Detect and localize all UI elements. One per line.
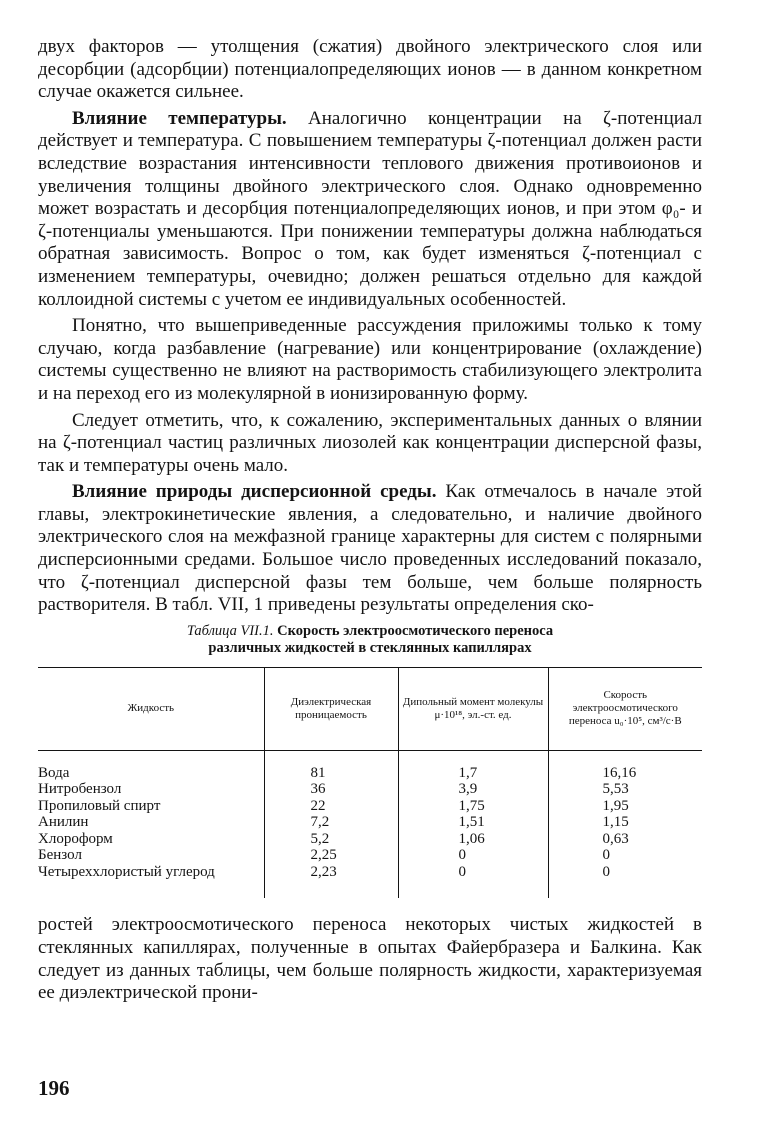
header-liquid: Жидкость [38, 667, 264, 750]
table-row: Пропиловый спирт 22 1,75 1,95 [38, 798, 702, 815]
table-row: Анилин 7,2 1,51 1,15 [38, 814, 702, 831]
table-row: Нитробензол 36 3,9 5,53 [38, 781, 702, 798]
paragraph-medium: Влияние природы дисперсионной среды. Как отмечалось в начале этой главы, электрокинетические явления, а следовательно, и наличие двойного электрического слоя на межфазной границе характерны для систем с полярными дисперсионными средами. Большое число проведенных исследований показало, что ζ-потенциал дисперсной фазы тем больше, чем больше полярность растворителя. В табл. VII, 1 приведены результаты определения ско- [38, 481, 702, 616]
table-header-row [38, 667, 702, 750]
page-number: 196 [38, 1076, 70, 1100]
header-dielectric: Диэлектрическая проницаемость [264, 667, 398, 750]
header-velocity: Скорость электроосмотического переноса u₀·10⁵, см³/с·В [548, 667, 702, 750]
data-table [38, 667, 702, 899]
header-dipole: Дипольный момент молекулы μ·10¹⁸, эл.-ст. ед. [398, 667, 548, 750]
paragraph-applicability: Понятно, что вышеприведенные рассуждения приложимы только к тому случаю, когда разбавление (нагревание) или концентрирование (охлаждение) системы существенно не влияют на растворимость стабилизующего электролита и на переход его из молекулярной в ионизированную форму. [38, 315, 702, 404]
table-caption-label: Таблица VII.1. [186, 622, 274, 639]
table-row: Хлороформ 5,2 1,06 0,63 [38, 831, 702, 848]
table-row: Бензол 2,25 0 0 [38, 847, 702, 864]
section-heading-medium: Влияние природы дисперсионной среды. [72, 481, 437, 503]
paragraph-intro: двух факторов — утолщения (сжатия) двойного электрического слоя или десорбции (адсорбции) потенциалопределяющих ионов — в данном конкретном случае окажется сильнее. [38, 36, 702, 103]
section-heading-temperature: Влияние температуры. [72, 107, 287, 129]
paragraph-after-table: ростей электроосмотического переноса некоторых чистых жидкостей в стеклянных капиллярах, полученные в опытах Файербразера и Балкина. Как следует из данных таблицы, чем больше полярность жидкости, характеризуемая ее диэлектрической прони- [38, 914, 702, 1004]
table-row: Вода 81 1,7 16,16 [38, 765, 702, 782]
table-row: Четыреххлористый углерод 2,23 0 0 [38, 864, 702, 899]
table-caption: Таблица VII.1. Скорость электроосмотического переноса различных жидкостей в стеклянных капиллярах [186, 622, 554, 656]
paragraph-temperature: Влияние температуры. Аналогично концентрации на ζ-потенциал действует и температура. С повышением температуры ζ-потенциал должен расти вследствие возрастания интенсивности теплового движения противоионов и увеличения толщины двойного электрического слоя. Однако одновременно может возрастать и десорбция потенциалопределяющих ионов, и при этом φ₀- и ζ-потенциалы уменьшаются. При понижении температуры должна наблюдаться обратная зависимость. Вопрос о том, как будет изменяться ζ-потенциал с изменением температуры, очевидно; должен решаться отдельно для каждой коллоидной системы с учетом ее индивидуальных особенностей. [38, 107, 702, 310]
page-body [38, 36, 702, 1005]
paragraph-note: Следует отметить, что, к сожалению, экспериментальных данных о влянии на ζ-потенциал частиц различных лиозолей как концентрации дисперсной фазы, так и температуры очень мало. [38, 409, 702, 476]
